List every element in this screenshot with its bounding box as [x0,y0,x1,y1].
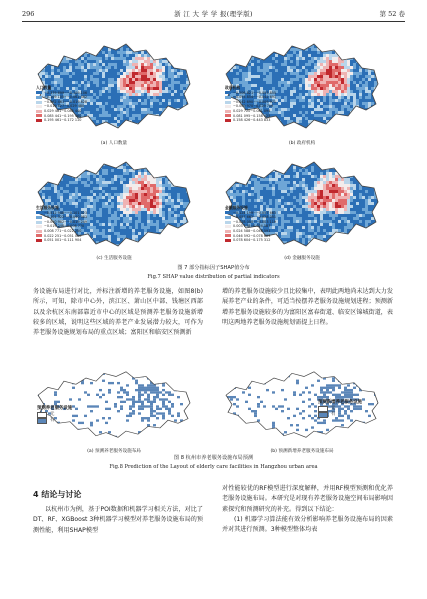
figure7-caption-en: Fig.7 SHAP value distribution of partial indicators [147,274,280,280]
legend-label: 0.003 118~0.024 587 [233,224,271,229]
legend-swatch [225,105,231,108]
legend-swatch [36,221,42,224]
journal-title: 浙 江 大 学 学 报(理学版) [174,10,253,18]
legend-swatch [225,96,231,99]
body-text-right [222,287,393,328]
subcaption-a: (a) 人口数量 [100,141,128,146]
legend-items [225,91,276,123]
legend-label: 无 [50,412,55,417]
legend-swatch [225,230,231,233]
prediction-map-a [34,364,194,442]
legend-swatch [36,225,42,228]
body-text-left [33,287,203,338]
legend-label: 0.046 592~0.078 603 [233,233,271,238]
running-header [22,7,405,22]
legend-swatch [225,101,231,104]
subcaption-8a: (a) 预测养老服务设施布局 [87,449,141,454]
legend-label: −0.057 662~−0.028 051 [233,215,277,220]
legend-row [225,118,276,123]
legend-swatch [225,239,231,242]
legend-label: 0.195 461~0.172 110 [44,118,82,123]
legend-swatch [36,234,42,237]
legend-label: 0.085 441~0.195 460 [44,113,82,118]
legend-swatch [36,211,42,214]
legend-label: 0.081 095~0.158 425 [233,113,271,118]
legend-swatch [225,211,231,214]
legend-swatch [225,221,231,224]
subcaption-b: (b) 政府机构 [288,141,316,146]
legend-label: −0.093 854~−0.042 691 [233,95,277,100]
legend-title: 生活服务设施 [36,205,59,210]
legend-label: −0.028 050~−0.003 119 [233,219,277,224]
figure8-caption-en: Fig.8 Prediction of the Layout of elderly care facilities in Hangzhou urban area [109,464,318,470]
legend-items [36,91,87,123]
legend-8b [318,400,378,418]
legend-row [36,238,87,243]
legend-label: 有 [50,418,55,423]
page-number: 296 [22,10,35,18]
legend-label: 0.051 001~0.111 904 [44,238,82,243]
section-title: 4 结论与讨论 [33,490,82,499]
legend-swatch [36,216,42,219]
legend-label: 0.029 720~0.081 094 [233,108,271,113]
legend-swatch [225,225,231,228]
section4-left [33,505,203,536]
legend-items [36,211,87,243]
legend-title: 金融服务设施 [225,205,248,210]
legend-swatch [225,110,231,113]
legend-label: −0.019 248~0.008 770 [44,224,85,229]
legend-swatch-has [318,412,328,418]
legend-swatch [36,105,42,108]
legend-swatch [36,96,42,99]
legend-swatch [36,110,42,113]
legend-label: 0.078 604~0.175 312 [233,238,271,243]
legend-label: −0.512 948~−0.101 323 [44,210,88,215]
legend-swatch [225,114,231,117]
subcaption-c: (c) 生活服务设施 [96,256,132,261]
legend-swatch-has [37,418,47,424]
volume-label: 第 52 卷 [379,10,405,18]
legend-title: 政府机构 [225,85,241,90]
legend-b [225,86,276,123]
legend-label: −0.124 199~−0.057 663 [233,210,277,215]
legend-title: 预测养老服务设施 [37,406,73,411]
legend-items [225,211,276,243]
legend-label: 有 [331,412,336,417]
legend-label: 0.029 481~0.085 440 [44,108,82,113]
legend-swatch [225,234,231,237]
paragraph: 增的养老服务设施较少且比较集中，表明此两地尚未达到大力发展养老产业的条件，可适当按摆养老服务设施规划进程；预测新增养老服务设施较多的为富阳区富春街道、临安区锦城街道，表明这两地养老服务设施规划需提上日程。 [222,288,393,326]
legend-c [36,206,87,243]
legend-swatch [36,119,42,122]
legend-swatch [36,230,42,233]
map-svg [34,364,194,442]
legend-label: −0.379 699~−0.109 106 [44,90,88,95]
legend-swatch [36,91,42,94]
legend-label: −0.109 105~−0.062 462 [44,95,88,100]
legend-label: 0.158 426~0.443 833 [233,118,271,123]
legend-swatch [36,114,42,117]
paragraph: 对性能较优的RF模型进行深度解释，并用RF模型预测和优化养老服务设施布局。本研究是对现有养老服务设施空间布局影响因素探究和预测研究的补充。得到以下结论： [222,485,393,513]
legend-label: −0.062 461~−0.019 628 [44,99,88,104]
legend-row [36,118,87,123]
legend-label: 0.022 251~0.051 000 [44,233,82,238]
legend-label: −0.101 322~−0.040 983 [44,215,88,220]
legend-swatch [36,239,42,242]
paragraph: 以杭州市为例，基于POI数据和机器学习相关方法，对比了DT、RF、XGBoost 3种机器学习模型对养老服务设施布局的预测性能，利用SHAP模型 [33,506,203,534]
legend-swatch [225,91,231,94]
paragraph: 务设施布局进行对比，并标注新增的养老服务设施，如图8(b)所示，可知，除市中心外，滨江区、萧山区中部、钱塘区西部以及余杭区东南部靠近市中心的区域是预测养老服务设施新增较多的区域，说明这些区域的养老产业发展潜力较大，可作为养老服务设施规划布局的重点区域；富阳区和临安区预测新 [33,288,203,337]
legend-title: 人口数量 [36,85,52,90]
legend-label: 0.008 771~0.022 250 [44,228,82,233]
legend-row [225,238,276,243]
legend-8a [37,406,72,424]
legend-title: 预测新增养老服务设施 [318,400,362,405]
legend-d [225,206,276,243]
legend-label: −0.042 690~−0.009 971 [233,99,277,104]
legend-a [36,86,87,123]
legend-label: 无 [331,406,336,411]
legend-label: −0.206 821~−0.093 855 [233,90,277,95]
subcaption-8b: (b) 预测新增养老服务设施布局 [270,449,334,454]
paragraph: (1) 机器学习算法能有效分析影响养老服务设施布局的因素并对其进行预测。3种模型整体均表 [222,515,393,534]
legend-label: −0.019 627~0.029 480 [44,104,85,109]
figure7-caption-cn: 图 7 部分指标因子SHAP值分布 [177,265,250,271]
legend-swatch [36,101,42,104]
legend-label: 0.024 588~0.046 591 [233,228,271,233]
legend-swatch [225,119,231,122]
legend-label: −0.040 982~−0.019 249 [44,219,88,224]
section4-right [222,484,393,535]
legend-swatch [225,216,231,219]
legend-label: −0.009 970~0.029 719 [233,104,274,109]
figure8-caption-cn: 图 8 杭州市养老服务设施布局预测 [173,455,254,461]
subcaption-d: (d) 金融服务设施 [284,256,320,261]
